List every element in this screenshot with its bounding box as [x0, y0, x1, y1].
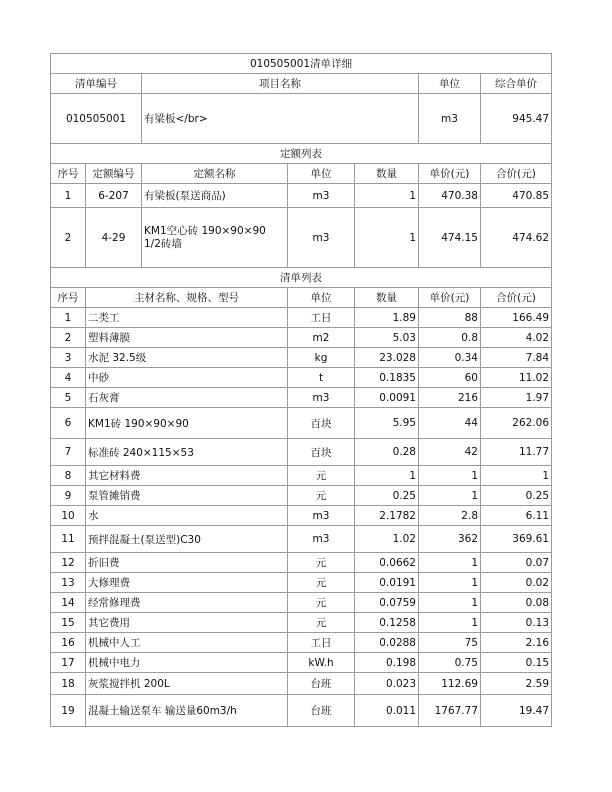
material-price: 75	[419, 633, 481, 653]
material-name: 混凝土输送泵车 输送量60m3/h	[86, 695, 288, 727]
material-no: 16	[51, 633, 86, 653]
material-row	[51, 466, 552, 486]
quota-total: 474.62	[481, 208, 552, 268]
material-unit: m3	[288, 526, 355, 553]
material-total: 0.07	[481, 553, 552, 573]
material-price: 0.8	[419, 328, 481, 348]
material-qty: 1	[355, 466, 419, 486]
material-unit: 元	[288, 553, 355, 573]
quota-price: 470.38	[419, 184, 481, 208]
material-row	[51, 633, 552, 653]
quota-code: 4-29	[86, 208, 142, 268]
material-row	[51, 613, 552, 633]
material-no: 19	[51, 695, 86, 727]
material-unit: m3	[288, 506, 355, 526]
material-total: 11.02	[481, 368, 552, 388]
material-header-name: 主材名称、规格、型号	[86, 288, 288, 308]
material-name: 机械中电力	[86, 653, 288, 673]
material-price: 1	[419, 486, 481, 506]
material-no: 1	[51, 308, 86, 328]
material-price: 1	[419, 573, 481, 593]
material-unit: 台班	[288, 695, 355, 727]
quota-total: 470.85	[481, 184, 552, 208]
material-no: 11	[51, 526, 86, 553]
material-unit: kW.h	[288, 653, 355, 673]
material-row	[51, 593, 552, 613]
material-unit: 元	[288, 486, 355, 506]
material-qty: 0.25	[355, 486, 419, 506]
material-no: 17	[51, 653, 86, 673]
material-qty: 0.0288	[355, 633, 419, 653]
material-qty: 23.028	[355, 348, 419, 368]
material-row	[51, 526, 552, 553]
material-qty: 1.89	[355, 308, 419, 328]
material-name: 折旧费	[86, 553, 288, 573]
material-no: 18	[51, 673, 86, 695]
material-qty: 0.023	[355, 673, 419, 695]
material-qty: 0.0759	[355, 593, 419, 613]
material-no: 9	[51, 486, 86, 506]
quota-code: 6-207	[86, 184, 142, 208]
material-total: 1	[481, 466, 552, 486]
material-total: 19.47	[481, 695, 552, 727]
bill-header-row	[51, 74, 552, 94]
material-no: 14	[51, 593, 86, 613]
material-name: 预拌混凝土(泵送型)C30	[86, 526, 288, 553]
material-row	[51, 573, 552, 593]
material-qty: 0.011	[355, 695, 419, 727]
material-price: 362	[419, 526, 481, 553]
bill-row	[51, 94, 552, 144]
material-name: KM1砖 190×90×90	[86, 408, 288, 439]
material-unit: 元	[288, 613, 355, 633]
material-unit: t	[288, 368, 355, 388]
quota-unit: m3	[288, 184, 355, 208]
material-row	[51, 486, 552, 506]
material-unit: 百块	[288, 408, 355, 439]
material-unit: m3	[288, 388, 355, 408]
material-no: 7	[51, 439, 86, 466]
quota-section-title: 定额列表	[51, 144, 552, 164]
material-unit: 工日	[288, 308, 355, 328]
quota-name: 有梁板(泵送商品)	[142, 184, 288, 208]
material-name: 标准砖 240×115×53	[86, 439, 288, 466]
material-price: 1	[419, 593, 481, 613]
material-no: 15	[51, 613, 86, 633]
material-row	[51, 553, 552, 573]
material-row	[51, 328, 552, 348]
material-header-qty: 数量	[355, 288, 419, 308]
material-qty: 0.1835	[355, 368, 419, 388]
quota-unit: m3	[288, 208, 355, 268]
material-unit: 元	[288, 466, 355, 486]
material-header-no: 序号	[51, 288, 86, 308]
material-name: 其它材料费	[86, 466, 288, 486]
material-total: 369.61	[481, 526, 552, 553]
material-row	[51, 673, 552, 695]
header-unit: 单位	[419, 74, 481, 94]
material-no: 10	[51, 506, 86, 526]
material-name: 二类工	[86, 308, 288, 328]
material-qty: 0.198	[355, 653, 419, 673]
material-unit: 工日	[288, 633, 355, 653]
material-no: 13	[51, 573, 86, 593]
quota-header-no: 序号	[51, 164, 86, 184]
material-row	[51, 506, 552, 526]
material-name: 中砂	[86, 368, 288, 388]
material-row	[51, 408, 552, 439]
header-unit-price: 综合单价	[481, 74, 552, 94]
material-price: 112.69	[419, 673, 481, 695]
material-name: 水泥 32.5级	[86, 348, 288, 368]
material-unit: m2	[288, 328, 355, 348]
quota-header-row	[51, 164, 552, 184]
material-price: 42	[419, 439, 481, 466]
bill-unit: m3	[419, 94, 481, 144]
material-qty: 0.1258	[355, 613, 419, 633]
material-row	[51, 653, 552, 673]
bill-detail-table	[50, 53, 552, 727]
material-price: 1	[419, 613, 481, 633]
material-price: 1767.77	[419, 695, 481, 727]
material-qty: 0.0191	[355, 573, 419, 593]
bill-name: 有梁板</br>	[142, 94, 419, 144]
material-row	[51, 348, 552, 368]
header-bill-code: 清单编号	[51, 74, 142, 94]
material-name: 塑料薄膜	[86, 328, 288, 348]
quota-qty: 1	[355, 208, 419, 268]
material-row	[51, 695, 552, 727]
material-no: 5	[51, 388, 86, 408]
material-total: 0.15	[481, 653, 552, 673]
material-total: 7.84	[481, 348, 552, 368]
material-qty: 5.95	[355, 408, 419, 439]
material-total: 6.11	[481, 506, 552, 526]
material-total: 0.25	[481, 486, 552, 506]
material-header-unit: 单位	[288, 288, 355, 308]
material-row	[51, 439, 552, 466]
material-header-total: 合价(元)	[481, 288, 552, 308]
quota-header-qty: 数量	[355, 164, 419, 184]
material-no: 6	[51, 408, 86, 439]
material-name: 其它费用	[86, 613, 288, 633]
material-total: 166.49	[481, 308, 552, 328]
quota-header-name: 定额名称	[142, 164, 288, 184]
material-no: 8	[51, 466, 86, 486]
material-name: 灰浆搅拌机 200L	[86, 673, 288, 695]
material-name: 经常修理费	[86, 593, 288, 613]
quota-header-code: 定额编号	[86, 164, 142, 184]
material-total: 0.02	[481, 573, 552, 593]
material-name: 石灰膏	[86, 388, 288, 408]
quota-row	[51, 208, 552, 268]
material-row	[51, 388, 552, 408]
material-name: 水	[86, 506, 288, 526]
quota-no: 1	[51, 184, 86, 208]
material-price: 216	[419, 388, 481, 408]
material-qty: 0.28	[355, 439, 419, 466]
material-total: 11.77	[481, 439, 552, 466]
quota-header-unit: 单位	[288, 164, 355, 184]
material-section-title: 清单列表	[51, 268, 552, 288]
quota-price: 474.15	[419, 208, 481, 268]
material-price: 1	[419, 466, 481, 486]
material-qty: 5.03	[355, 328, 419, 348]
material-price: 0.34	[419, 348, 481, 368]
material-no: 12	[51, 553, 86, 573]
material-total: 262.06	[481, 408, 552, 439]
material-no: 4	[51, 368, 86, 388]
material-unit: 元	[288, 573, 355, 593]
material-total: 2.16	[481, 633, 552, 653]
page-title: 010505001清单详细	[51, 54, 552, 74]
material-no: 2	[51, 328, 86, 348]
quota-no: 2	[51, 208, 86, 268]
quota-row	[51, 184, 552, 208]
bill-unit-price: 945.47	[481, 94, 552, 144]
material-price: 0.75	[419, 653, 481, 673]
material-name: 泵管摊销费	[86, 486, 288, 506]
material-row	[51, 368, 552, 388]
material-total: 0.13	[481, 613, 552, 633]
header-item-name: 项目名称	[142, 74, 419, 94]
material-qty: 1.02	[355, 526, 419, 553]
material-name: 大修理费	[86, 573, 288, 593]
material-price: 88	[419, 308, 481, 328]
material-qty: 2.1782	[355, 506, 419, 526]
material-no: 3	[51, 348, 86, 368]
material-price: 60	[419, 368, 481, 388]
material-price: 2.8	[419, 506, 481, 526]
material-total: 0.08	[481, 593, 552, 613]
material-header-price: 单价(元)	[419, 288, 481, 308]
material-row	[51, 308, 552, 328]
material-total: 1.97	[481, 388, 552, 408]
quota-header-total: 合价(元)	[481, 164, 552, 184]
material-name: 机械中人工	[86, 633, 288, 653]
material-total: 2.59	[481, 673, 552, 695]
bill-code: 010505001	[51, 94, 142, 144]
quota-qty: 1	[355, 184, 419, 208]
material-price: 1	[419, 553, 481, 573]
material-price: 44	[419, 408, 481, 439]
material-unit: 元	[288, 593, 355, 613]
quota-header-price: 单价(元)	[419, 164, 481, 184]
material-qty: 0.0091	[355, 388, 419, 408]
material-unit: kg	[288, 348, 355, 368]
material-header-row	[51, 288, 552, 308]
material-qty: 0.0662	[355, 553, 419, 573]
material-unit: 台班	[288, 673, 355, 695]
material-unit: 百块	[288, 439, 355, 466]
material-total: 4.02	[481, 328, 552, 348]
quota-name: KM1空心砖 190×90×90 1/2砖墙	[142, 208, 288, 268]
